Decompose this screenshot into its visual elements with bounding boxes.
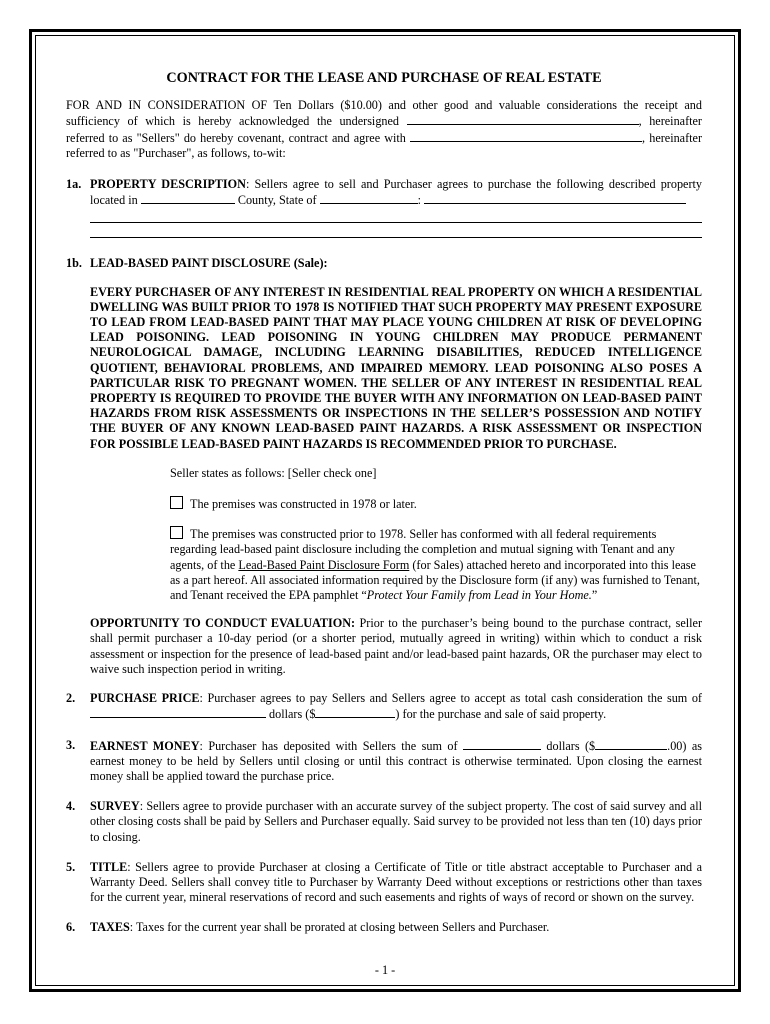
intro-text-4: hereinafter referred to as "Purchaser", as follows, to-wit: (66, 130, 703, 160)
purchase-price-amount-field[interactable] (315, 706, 395, 718)
section-2-text (90, 691, 702, 722)
lead-paint-warning: EVERY PURCHASER OF ANY INTEREST IN RESIDENTIAL REAL PROPERTY ON WHICH A RESIDENTIAL DWELLING WAS BUILT PRIOR TO 1978 IS NOTIFIED THAT SUCH PROPERTY MAY PRESENT EXPOSURE TO LEAD FROM LEAD-BASED PAINT THAT MAY PLACE YOUNG CHILDREN AT RISK OF DEVELOPING LEAD POISONING. LEAD POISONING IN YOUNG CHILDREN MAY PRODUCE PERMANENT NEUROLOGICAL DAMAGE, INCLUDING LEARNING DISABILITIES, REDUCED INTELLIGENCE QUOTIENT, BEHAVIORAL PROBLEMS, AND IMPAIRED MEMORY. LEAD POISONING ALSO POSES A PARTICULAR RISK TO PREGNANT WOMEN. THE SELLER OF ANY INTEREST IN RESIDENTIAL REAL PROPERTY IS REQUIRED TO PROVIDE THE BUYER WITH ANY INFORMATION ON LEAD-BASED PAINT HAZARDS FROM RISK ASSESSMENTS OR INSPECTIONS IN THE SELLER’S POSSESSION AND NOTIFY THE BUYER OF ANY KNOWN LEAD-BASED PAINT HAZARDS. A RISK ASSESSMENT OR INSPECTION FOR POSSIBLE LEAD-BASED PAINT HAZARDS IS RECOMMENDED PRIOR TO PURCHASE. (90, 284, 702, 451)
section-3-number: 3. (66, 737, 76, 752)
section-2-heading: PURCHASE PRICE (90, 691, 200, 706)
section-1a-heading: PROPERTY DESCRIPTION (90, 177, 246, 192)
section-2-text-2: dollars ($ (269, 707, 316, 722)
contract-body (66, 71, 702, 936)
option-2-text-a: The premises was constructed prior to 1978. Seller has conformed with all federal requirements regarding lead-based paint disclosure including the completion and mutual signing with Tenant and any agents, of the (170, 527, 675, 572)
property-description-line-3[interactable] (90, 223, 702, 238)
seller-name-field[interactable] (407, 113, 639, 125)
section-4-number: 4. (66, 799, 76, 814)
section-5-heading: TITLE (90, 859, 128, 874)
option-2-text-b: (for Sales) attached hereto and incorporated into this lease as a part hereof. All associated information required by the Disclosure form (if any) was furnished to Tenant, and Tenant received the EPA pamphlet “ (170, 557, 700, 603)
section-2-text-1: : Purchaser agrees to pay Sellers and Sellers agree to accept as total cash consideration the sum of (199, 691, 702, 706)
section-5-body: : Sellers agree to provide Purchaser at closing a Certificate of Title or title abstract acceptable to Purchaser and a Warranty Deed. Sellers shall convey title to Purchaser by Warranty Deed without exceptions or restrictions other than taxes for the current year, mineral reservations of record and such easements and rights of ways of record or shown on the survey. (90, 859, 702, 905)
seller-check-block (170, 466, 702, 603)
property-description-line-2[interactable] (90, 208, 702, 223)
section-3-heading: EARNEST MONEY (90, 738, 200, 753)
section-6-number: 6. (66, 920, 76, 935)
section-1a-text-2: located in (90, 193, 138, 208)
section-3-text-1: : Purchaser has deposited with Sellers the sum of (199, 738, 458, 753)
section-6-body: : Taxes for the current year shall be prorated at closing between Sellers and Purchaser. (129, 920, 550, 935)
epa-pamphlet-title: Protect Your Family from Lead in Your Home. (366, 588, 592, 603)
section-5-text (90, 860, 702, 906)
section-3-text (90, 738, 702, 785)
section-1a-text-3: County, State of (237, 193, 317, 208)
seller-states-label: Seller states as follows: [Seller check one] (170, 465, 377, 480)
section-6 (66, 920, 702, 935)
section-4 (66, 799, 702, 845)
document-title: CONTRACT FOR THE LEASE AND PURCHASE OF REAL ESTATE (166, 70, 602, 86)
section-2 (66, 691, 702, 722)
section-2-number: 2. (66, 691, 76, 706)
disclosure-form-link[interactable]: Lead-Based Paint Disclosure Form (238, 557, 410, 572)
checkbox-prior-1978[interactable] (170, 526, 183, 539)
section-1a-text-4: : (417, 193, 422, 208)
option-2-text-c: ” (591, 588, 598, 603)
section-3-text-2: dollars ($ (546, 738, 596, 753)
section-1b-number: 1b. (66, 256, 82, 271)
section-6-heading: TAXES (90, 920, 130, 935)
section-1a (66, 177, 702, 238)
intro-text-3: , (642, 130, 646, 145)
county-field[interactable] (141, 192, 235, 204)
section-3-text-3: .00) as earnest money to be held by Sellers until closing or until this contract is otherwise terminated. Upon closing the earnest money shall be applied toward the purchase price. (90, 738, 703, 783)
section-4-body: : Sellers agree to provide purchaser with an accurate survey of the subject property. The cost of said survey and all other closing costs shall be paid by Sellers and Purchaser equally. Said survey to be provided not less than ten (10) days prior to closing. (90, 799, 702, 844)
intro-text-1: FOR AND IN CONSIDERATION OF Ten Dollars ($10.00) and other good and valuable considerations the receipt and sufficiency of which is hereby acknowledged the undersigned (66, 98, 702, 129)
purchaser-name-field[interactable] (410, 130, 642, 142)
earnest-money-words-field[interactable] (463, 738, 541, 750)
section-1b (66, 256, 702, 677)
evaluation-heading: OPPORTUNITY TO CONDUCT EVALUATION: (90, 616, 356, 631)
evaluation-paragraph (90, 616, 702, 677)
intro-text-2: , hereinafter referred to as "Sellers" do hereby covenant, contract and agree with (66, 114, 702, 145)
section-3 (66, 738, 702, 785)
section-4-heading: SURVEY (90, 799, 140, 814)
option-built-1978-or-later (170, 496, 702, 512)
evaluation-text: Prior to the purchaser’s being bound to the purchase contract, seller shall permit purchaser a 10-day period (or a shorter period, mutually agreed in writing) within which to conduct a risk assessment or inspection for the presence of lead-based paint and/or lead-based paint hazards, OR the purchaser may elect to waive such inspection period in writing. (90, 616, 703, 676)
section-5 (66, 860, 702, 906)
intro-paragraph (66, 98, 702, 161)
section-5-number: 5. (66, 859, 76, 874)
checkbox-1978-or-later[interactable] (170, 496, 183, 509)
section-4-text (90, 799, 702, 845)
section-1a-number: 1a. (66, 177, 82, 192)
section-1b-heading: LEAD-BASED PAINT DISCLOSURE (Sale): (90, 256, 328, 271)
section-6-text (90, 920, 702, 935)
section-1a-text-1: : Sellers agree to sell and Purchaser agrees to purchase the following described property (245, 177, 702, 192)
option-1-text: The premises was constructed in 1978 or later. (190, 497, 417, 512)
property-description-field[interactable] (424, 192, 686, 204)
section-1a-text (90, 177, 702, 208)
section-2-text-3: ) for the purchase and sale of said property. (395, 707, 607, 722)
page-number: - 1 - (374, 963, 396, 977)
option-built-prior-1978 (170, 526, 702, 603)
purchase-price-words-field[interactable] (90, 706, 266, 718)
state-field[interactable] (320, 192, 418, 204)
earnest-money-amount-field[interactable] (595, 738, 667, 750)
